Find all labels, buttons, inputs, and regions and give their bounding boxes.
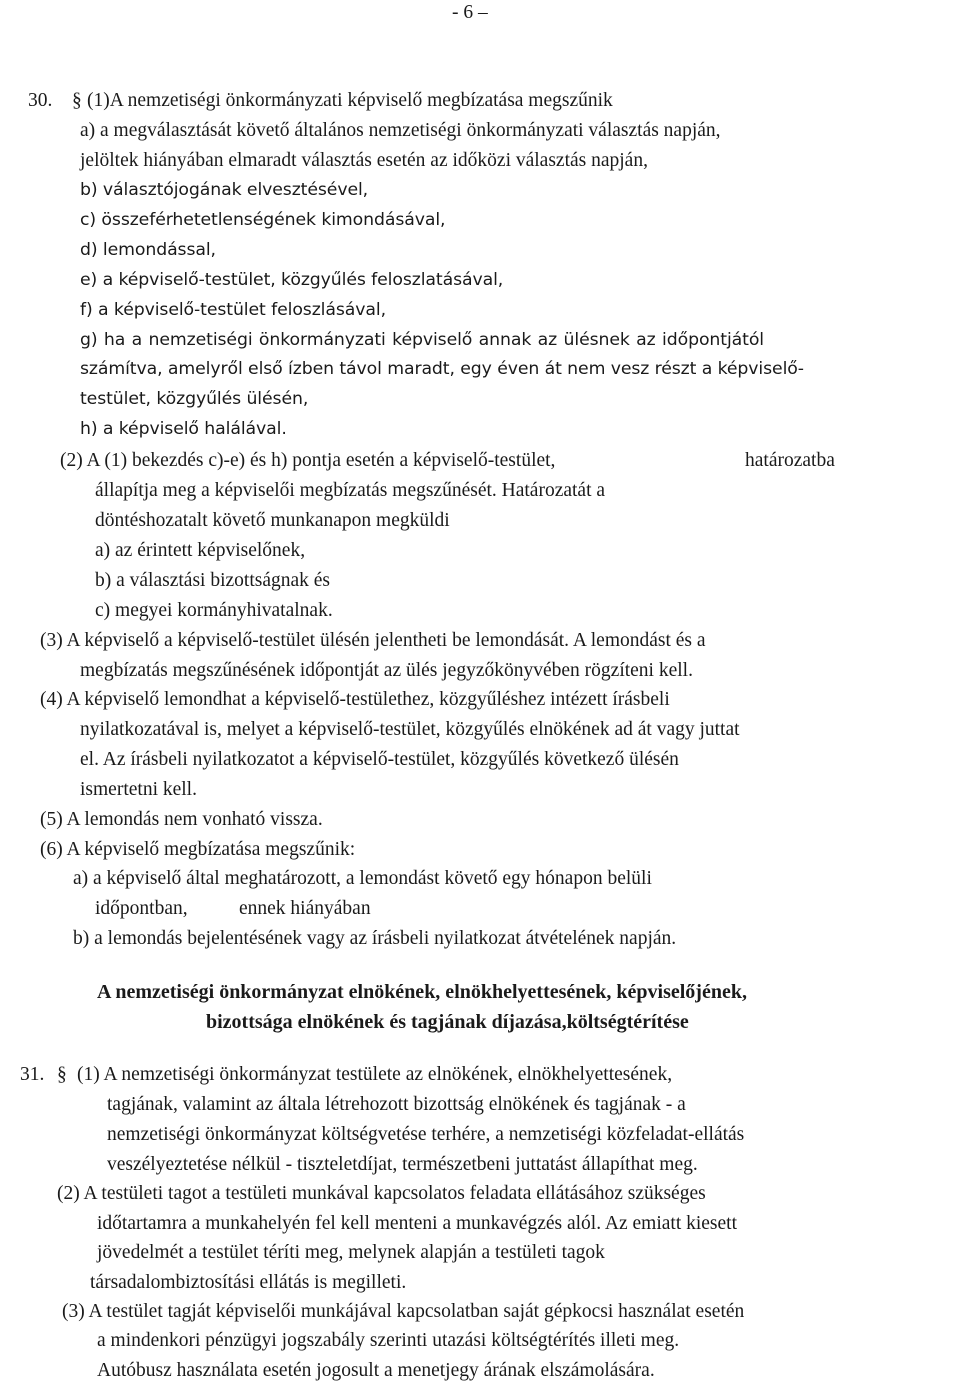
text-line: döntéshozatalt követő munkanapon megküldi — [95, 510, 450, 531]
heading-line: bizottsága elnökének és tagjának díjazása,költségtérítése — [206, 1011, 689, 1033]
heading-line: A nemzetiségi önkormányzat elnökének, elnökhelyettesének, képviselőjének, — [97, 981, 747, 1003]
text-line: (2) A (1) bekezdés c)-e) és h) pontja esetén a képviselő-testület, — [60, 450, 556, 471]
text-line: Autóbusz használata esetén jogosult a menetjegy árának elszámolására. — [97, 1360, 655, 1381]
text-line: (1) A nemzetiségi önkormányzat testülete az elnökének, elnökhelyettesének, — [77, 1064, 673, 1085]
text-line: (4) A képviselő lemondhat a képviselő-testülethez, közgyűléshez intézett írásbeli — [40, 689, 670, 710]
text-line: e) a képviselő-testület, közgyűlés feloszlatásával, — [80, 270, 504, 290]
text-line: b) választójogának elvesztésével, — [80, 180, 369, 200]
text-line: b) a választási bizottságnak és — [95, 570, 330, 591]
text-line: ennek hiányában — [239, 898, 371, 919]
text-line: tagjának, valamint az általa létrehozott bizottság elnökének és tagjának - a — [107, 1094, 686, 1115]
text-line: megbízatás megszűnésének időpontját az ülés jegyzőkönyvében rögzíteni kell. — [80, 660, 693, 681]
text-line: b) a lemondás bejelentésének vagy az írásbeli nyilatkozat átvételének napján. — [73, 928, 677, 949]
section-number: 31. — [20, 1064, 45, 1085]
text-line: testület, közgyűlés ülésén, — [80, 389, 309, 409]
text-line: a) a megválasztását követő általános nemzetiségi önkormányzati választás napján, — [80, 120, 721, 141]
text-line: jelöltek hiányában elmaradt választás esetén az időközi választás napján, — [80, 150, 648, 171]
text-line: állapítja meg a képviselői megbízatás megszűnését. Határozatát a — [95, 480, 606, 501]
text-line: g) ha a nemzetiségi önkormányzati képviselő annak az ülésnek az időpontjától — [80, 330, 764, 350]
text-line: határozatba — [745, 450, 835, 471]
text-line: jövedelmét a testület téríti meg, melynek alapján a testületi tagok — [97, 1242, 605, 1263]
section-number: 30. — [28, 90, 53, 111]
text-line: (1)A nemzetiségi önkormányzati képviselő megbízatása megszűnik — [87, 90, 613, 111]
text-line: nemzetiségi önkormányzat költségvetése terhére, a nemzetiségi közfeladat-ellátás — [107, 1124, 745, 1145]
text-line: a mindenkori pénzügyi jogszabály szerinti utazási költségtérítés illeti meg. — [97, 1330, 680, 1351]
text-line: időpontban, — [95, 898, 188, 919]
text-line: a) a képviselő által meghatározott, a lemondást követő egy hónapon belüli — [73, 868, 652, 889]
text-line: ismertetni kell. — [80, 779, 197, 800]
text-line: (3) A képviselő a képviselő-testület ülésén jelentheti be lemondását. A lemondást és a — [40, 630, 706, 651]
text-line: h) a képviselő halálával. — [80, 419, 287, 439]
text-line: veszélyeztetése nélkül - tiszteletdíjat, természetbeni juttatást állapíthat meg. — [107, 1154, 698, 1175]
text-line: a) az érintett képviselőnek, — [95, 540, 306, 561]
text-line: időtartamra a munkahelyén fel kell menteni a munkavégzés alól. Az emiatt kiesett — [97, 1213, 738, 1234]
text-line: (2) A testületi tagot a testületi munkával kapcsolatos feladata ellátásához szükséges — [57, 1183, 706, 1204]
text-line: társadalombiztosítási ellátás is megilleti. — [90, 1272, 407, 1293]
paragraph-sign: § — [57, 1064, 67, 1085]
text-line: el. Az írásbeli nyilatkozatot a képviselő-testület, közgyűlés következő ülésén — [80, 749, 679, 770]
text-line: c) megyei kormányhivatalnak. — [95, 600, 333, 621]
page-number: - 6 – — [452, 2, 488, 23]
text-line: f) a képviselő-testület feloszlásával, — [80, 300, 386, 320]
text-line: d) lemondással, — [80, 240, 216, 260]
paragraph-sign: § — [72, 90, 82, 111]
text-line: (3) A testület tagját képviselői munkájával kapcsolatban saját gépkocsi használat esetén — [62, 1301, 745, 1322]
text-line: nyilatkozatával is, melyet a képviselő-testület, közgyűlés elnökének ad át vagy juttat — [80, 719, 740, 740]
text-line: c) összeférhetetlenségének kimondásával, — [80, 210, 446, 230]
text-line: (6) A képviselő megbízatása megszűnik: — [40, 839, 356, 860]
text-line: (5) A lemondás nem vonható vissza. — [40, 809, 323, 830]
text-line: számítva, amelyről első ízben távol maradt, egy éven át nem vesz részt a képviselő- — [80, 359, 804, 379]
